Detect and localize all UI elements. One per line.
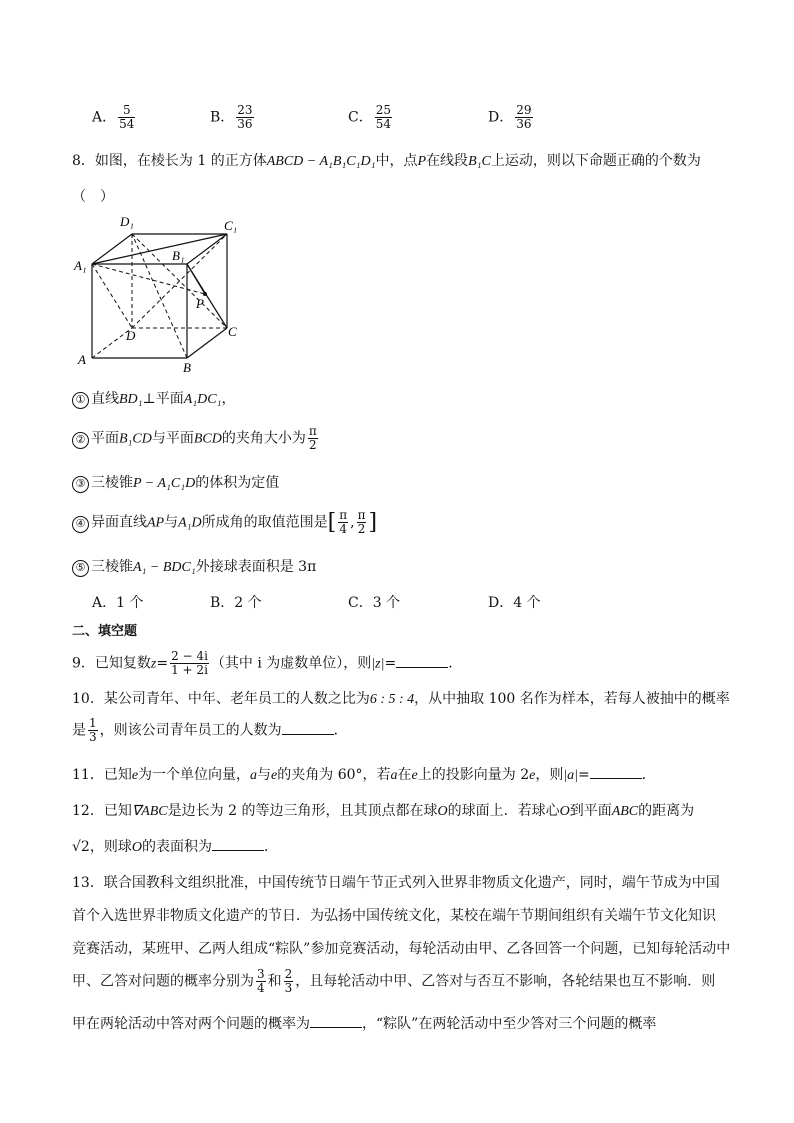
- label-a: A: [78, 352, 86, 367]
- label-c1: C₁: [224, 218, 238, 233]
- q8-statement-3: ③ 三棱锥P − A₁C₁D的体积为定值: [72, 472, 279, 493]
- q7-option-a: A． $\frac{5}{54}$: [92, 103, 135, 131]
- label-b: B: [183, 360, 191, 375]
- q8-paren: （ ）: [72, 189, 114, 205]
- q8-statement-5: ⑤ 三棱锥A₁ − BDC₁外接球表面积是 3π: [72, 556, 316, 577]
- q12-line1: 12．已知∇ABC是边长为 2 的等边三角形，且其顶点都在球O的球面上．若球心O到平面ABC的距离为: [72, 803, 695, 819]
- answer-blank: [310, 1015, 362, 1028]
- q8-stem: 8．如图，在棱长为 1 的正方体ABCD − A₁B₁C₁D₁中，点P在线段B₁C上运动，则以下命题正确的个数为: [72, 153, 701, 169]
- q9: 9．已知复数z= $\frac{2 - 4i}{1 + 2i}$ （其中 i 为虚数单位），则|z|= ．: [72, 649, 463, 677]
- q10-line2: 是 $\frac{1}{3}$ ，则该公司青年员工的人数为 ．: [72, 716, 348, 744]
- q7-option-c: C． $\frac{25}{54}$: [348, 103, 391, 131]
- label-p: P: [196, 296, 204, 311]
- q8-option-d: D．4 个: [488, 595, 541, 611]
- section-heading: 二、填空题: [72, 624, 138, 639]
- q8-statement-4: ④ 异面直线AP与A₁D所成角的取值范围是[ $\frac{\pi}{4}$ , $\frac{\pi}{2}$ ]: [72, 509, 377, 536]
- answer-blank: [282, 722, 334, 735]
- answer-blank: [590, 766, 642, 779]
- label-d: D: [126, 328, 136, 343]
- q13-line5: 甲在两轮活动中答对两个问题的概率为 ，“粽队”在两轮活动中至少答对三个问题的概率: [72, 1016, 657, 1032]
- q7-option-d: D． $\frac{29}{36}$: [488, 103, 532, 131]
- label-a1: A₁: [74, 258, 87, 273]
- q11: 11．已知e为一个单位向量，a与e的夹角为 60°，若a在e上的投影向量为 2e，则|a|= ．: [72, 767, 656, 783]
- q12-line2: √2，则球O的表面积为 ．: [72, 839, 278, 855]
- q7-option-b: B． $\frac{23}{36}$: [210, 103, 253, 131]
- answer-blank: [212, 838, 264, 851]
- q13-line1: 13．联合国教科文组织批准，中国传统节日端午节正式列入世界非物质文化遗产，同时，端午节成为中国: [72, 875, 720, 891]
- q13-line4: 甲、乙答对问题的概率分别为 $\frac{3}{4}$ 和 $\frac{2}{3}$ ，且每轮活动中甲、乙答对与否互不影响，各轮结果也互不影响．则: [72, 967, 716, 995]
- label-c: C: [228, 324, 237, 339]
- q10-line1: 10．某公司青年、中年、老年员工的人数之比为6 : 5 : 4，从中抽取 100 名作为样本，若每人被抽中的概率: [72, 691, 730, 707]
- q8-statement-2: ② 平面B₁CD与平面BCD的夹角大小为 $\frac{\pi}{2}$: [72, 425, 320, 452]
- label-b1: B₁: [172, 248, 185, 263]
- answer-blank: [396, 655, 448, 668]
- q8-statement-1: ① 直线BD₁⊥平面A₁DC₁，: [72, 388, 235, 409]
- q13-line2: 首个入选世界非物质文化遗产的节日．为弘扬中国传统文化，某校在端午节期间组织有关端午节文化知识: [72, 908, 716, 924]
- q8-option-c: C．3 个: [348, 595, 401, 611]
- q8-option-a: A．1 个: [92, 595, 144, 611]
- q13-line3: 竞赛活动，某班甲、乙两人组成“粽队”参加竞赛活动，每轮活动由甲、乙各回答一个问题，已知每轮活动中: [72, 941, 731, 957]
- cube-figure: [72, 208, 252, 378]
- q8-option-b: B．2 个: [210, 595, 262, 611]
- label-d1: D₁: [120, 214, 134, 229]
